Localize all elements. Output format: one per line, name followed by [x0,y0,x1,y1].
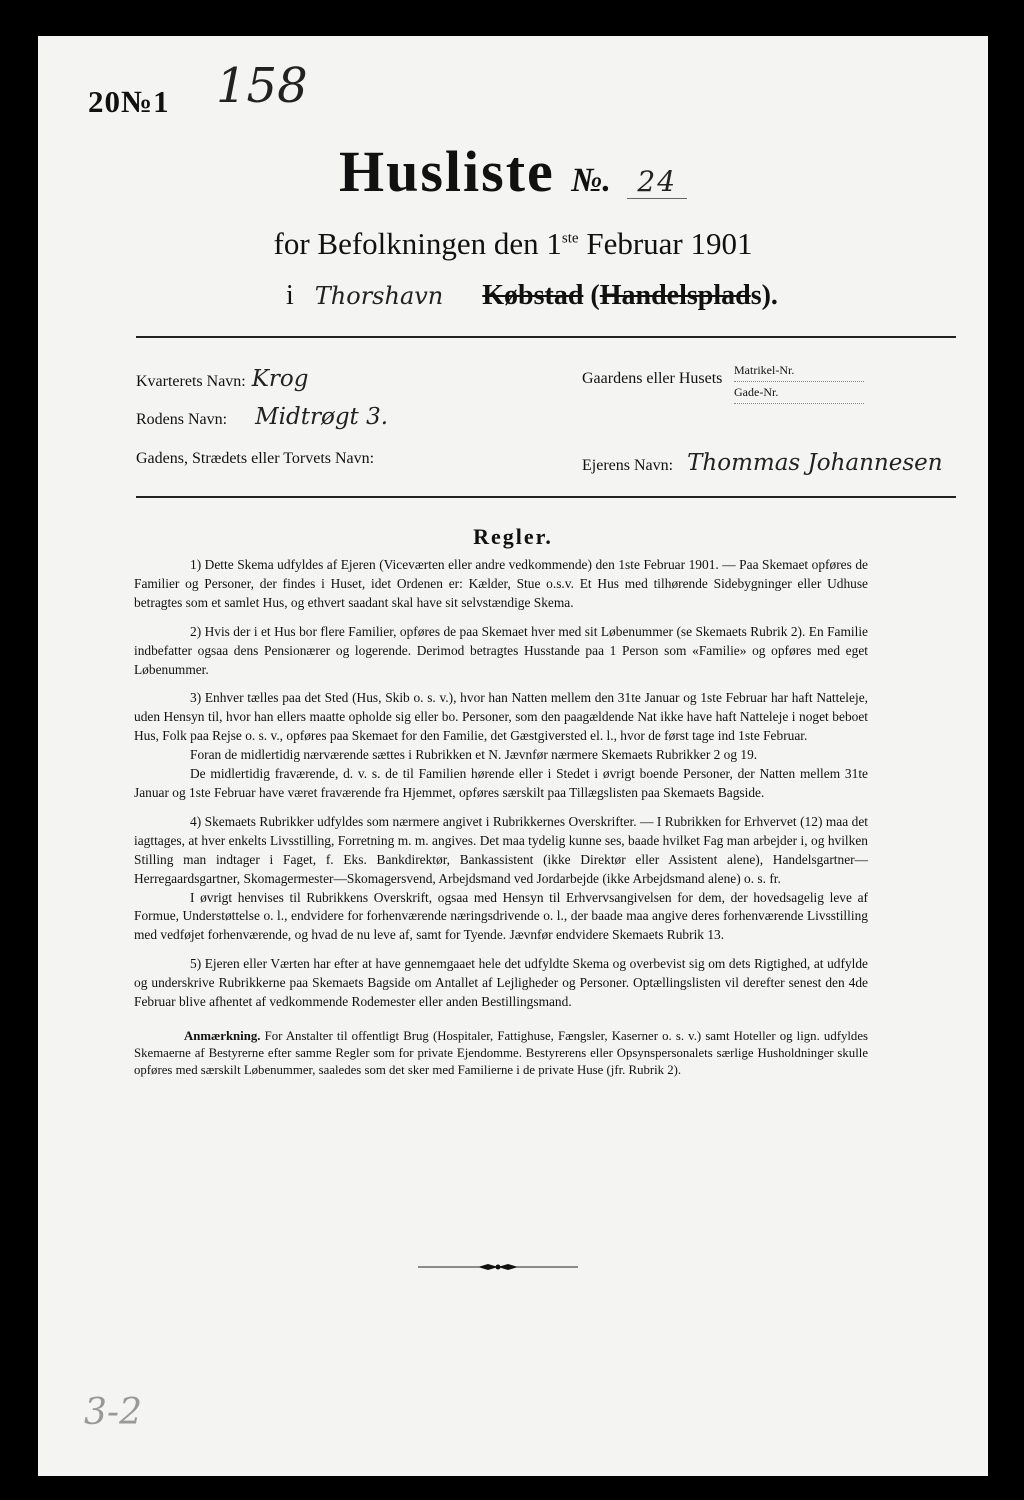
note-label: Anmærkning. [184,1028,261,1043]
kvarter-field [136,366,308,392]
page-title [38,138,988,205]
ejer-value: Thommas Johannesen [687,450,943,476]
divider-top [136,336,956,338]
subtitle-suffix: Februar 1901 [578,226,753,261]
title-text: Husliste [338,139,555,204]
divider-middle [136,496,956,498]
place-paren-close: s). [750,280,778,311]
place-alt-struck: Handelsplad [599,280,751,311]
gaard-field [582,370,722,388]
gaard-label: Gaardens eller Husets [582,370,723,387]
number-label: №. [571,162,611,199]
place-handwritten: Thorshavn [314,282,444,310]
rule-3-midlertidig-naervaerende: Foran de midlertidig nærværende sættes i Rubrikken et N. Jævnfør nærmere Skemaets Rubrikker 2 og 19. [190,747,758,763]
place-line [286,280,778,312]
gade-label: Gadens, Strædets eller Torvets Navn: [136,450,375,467]
subtitle-prefix: for Befolkningen den 1 [273,226,562,261]
corner-handwriting: 158 [216,58,308,114]
rule-5: 5) Ejeren eller Værten har efter at have gennemgaaet hele det udfyldte Skema og overbevist sig om dets Rigtighed, at udfylde og underskrive Rubrikkerne paa Skemaets Bagside om Antallet af Lejligheder og Personer. Optællingslisten vil derefter senest den 4de Februar blive afhentet af vedkommende Rodemester eller anden Bestillingsmand. [134,956,868,1010]
gade-field [136,450,374,468]
place-type-struck: Købstad [482,280,584,311]
roden-field [136,404,388,430]
matrikel-row [734,360,864,382]
place-paren-open: ( [590,280,600,311]
ejer-label: Ejerens Navn: [582,457,674,474]
roden-value: Midtrøgt 3. [255,404,389,430]
note [134,1028,868,1079]
roden-label: Rodens Navn: [136,411,228,428]
rule-3: 3) Enhver tælles paa det Sted (Hus, Skib o. s. v.), hvor han Natten mellem den 31te Januar og 1ste Februar har haft Natteleje, uden Hensyn til, hvor han ellers maatte opholde sig eller bo. Personer, som den paagældende Nat ikke have haft Natteleje i noget beboet Hus, Folk paa Rejse o. s. v., opføres paa Skemaet for den Familie, det Gæstgiversted el. l., hvor de først tage ind 1ste Februar. [134,690,868,744]
form-number: 20№1 [88,84,170,119]
rules-body [134,556,868,1089]
subtitle [38,226,988,262]
rule-3-midlertidig-fravaerende: De midlertidig fraværende, d. v. s. de til Familien hørende eller i Stedet i øvrigt boende Personer, der Natten mellem 31te Januar og 1ste Februar have været fraværende fra Hjemmet, opføres særskilt paa Tillægslisten paa Skemaets Bagside. [134,766,868,800]
rules-title: Regler. [473,524,553,549]
rule-2: 2) Hvis der i et Hus bor flere Familier, opføres de paa Skemaet hver med sit Løbenummer (se Skemaets Rubrik 2). En Familie indbefatter ogsaa dens Pensionærer og logerende. Derimod betragtes Husstande paa 1 Person som «Familie» og opføres med eget Løbenummer. [134,623,868,677]
subtitle-sup: ste [561,230,579,247]
kvarter-label: Kvarterets Navn: [136,373,246,390]
matrikel-label: Matrikel-Nr. [734,360,864,382]
kvarter-value: Krog [251,366,309,392]
ejer-field [582,450,943,476]
ornament-divider [418,1262,578,1272]
gadenr-label: Gade-Nr. [734,382,864,404]
gadenr-row [734,382,864,404]
bottom-handwriting: 3-2 [84,1392,142,1433]
note-text: For Anstalter til offentligt Brug (Hospitaler, Fattighuse, Fængsler, Kaserner o. s. v.) samt Hoteller og lign. udfyldes Skemaerne af Bestyrerne efter samme Regler som for private Ejendomme. Bestyrerens eller Opsynspersonalets særlige Husholdninger skulle opføres med særskilt Løbenummer, saaledes som det sker med Familierne i de private Huse (jfr. Rubrik 2). [134,1028,868,1077]
rule-4: 4) Skemaets Rubrikker udfyldes som nærmere angivet i Rubrikkernes Overskrifter. — I Rubrikken for Erhvervet (12) maa det iagttages, at hver enkelts Livsstilling, Forretning m. m. angives. Det maa tydelig kunne ses, baade hvilket Fag man arbejder i, og hvilken Stilling man indtager i Faget, f. Eks. Bankdirektør, Bankassistent (ikke Direktør eller Assistent alene), Handelsgartner—Herregaardsgartner, Skomagermester—Skomagersvend, Arbejdsmand ved Jordarbejde (ikke Arbejdsmand alene) o. s. fr. [134,813,868,886]
gaard-numbers [734,360,864,404]
rule-1: 1) Dette Skema udfyldes af Ejeren (Viceværten eller andre vedkommende) den 1ste Februar 1901. — Paa Skemaet opføres de Familier og Personer, der findes i Huset, idet Ordenen er: Kælder, Stue o.s.v. Et Hus med tilhørende Sidebygninger eller Udhuse betragtes som et samlet Hus, og ethvert saadant skal have sit selvstændige Skema. [134,557,868,610]
rule-4-continued: I øvrigt henvises til Rubrikkens Overskrift, ogsaa med Hensyn til Erhvervsangivelsen for dem, der hovedsagelig leve af Formue, Understøttelse o. l., endvidere for forhenværende næringsdrivende o. l., der baade maa angive deres forhenværende Livsstilling med vedføjet forhenværende, og hvad de nu leve af, samt for Tyende. Jævnfør endvidere Skemaets Rubrik 13. [134,889,868,943]
place-prefix: i [286,280,294,311]
census-sheet [38,36,988,1476]
list-number: 24 [627,165,687,199]
